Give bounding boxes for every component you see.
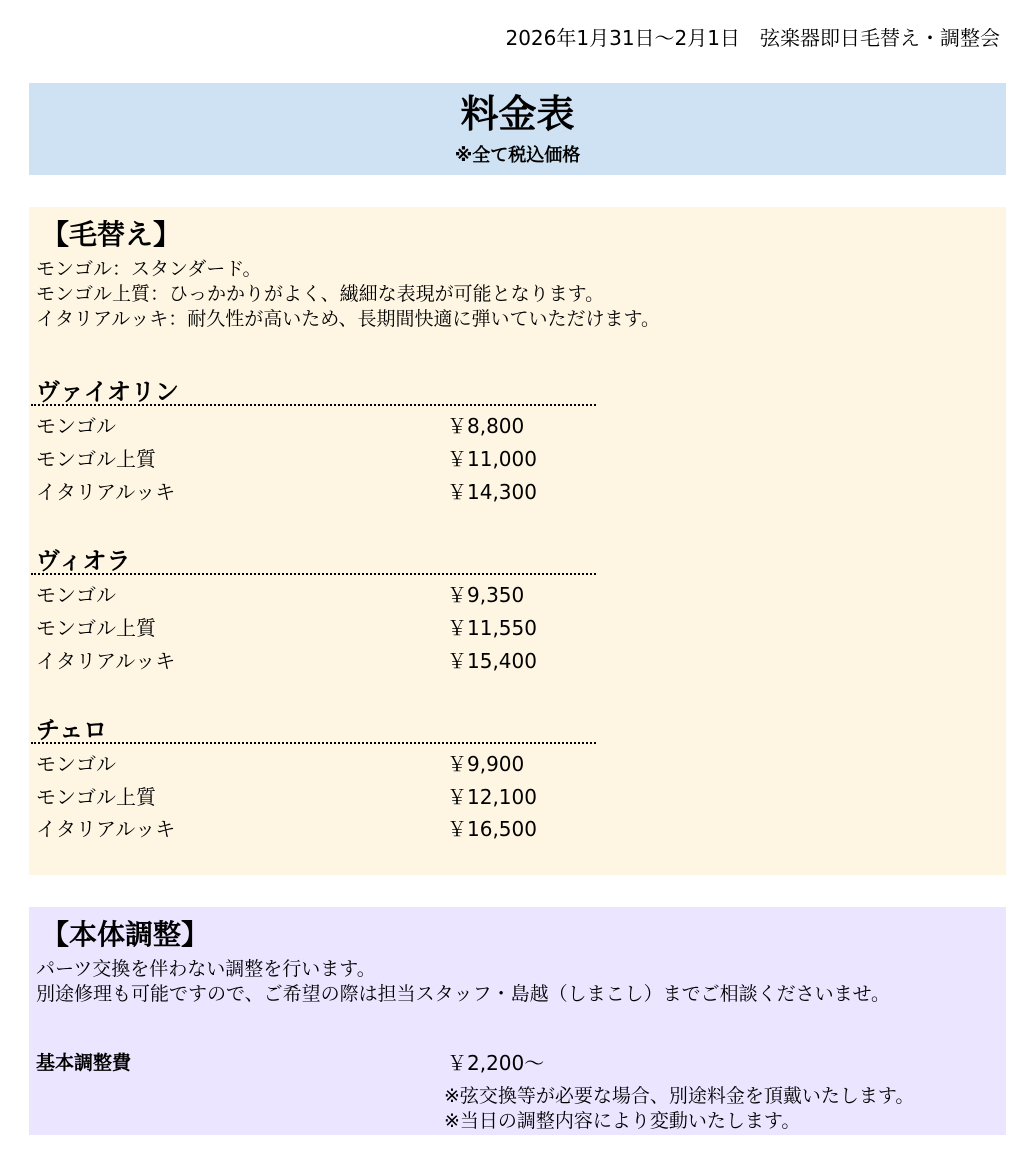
price-row — [36, 781, 636, 809]
hair-type: モンゴル上質 — [36, 785, 156, 809]
price-row — [36, 612, 636, 640]
title-banner — [29, 83, 1006, 175]
hair-type: モンゴル — [36, 583, 116, 607]
page-title: 料金表 — [460, 92, 575, 136]
basic-adjustment-price: ￥2,200～ — [447, 1051, 545, 1075]
price-value: ￥15,400 — [447, 649, 537, 673]
instrument-heading-violin: ヴァイオリン — [36, 378, 180, 406]
description-line: モンゴル：スタンダード。 — [36, 258, 262, 280]
price-value: ￥12,100 — [447, 785, 537, 809]
price-value: ￥16,500 — [447, 817, 537, 841]
adjustment-note: ※当日の調整内容により変動いたします。 — [444, 1110, 801, 1132]
dotted-divider — [31, 573, 596, 575]
hair-type: モンゴル — [36, 414, 116, 438]
adjustment-note: ※弦交換等が必要な場合、別途料金を頂戴いたします。 — [444, 1085, 915, 1107]
price-value: ￥14,300 — [447, 480, 537, 504]
price-row — [36, 748, 636, 776]
adjustment-heading: 【本体調整】 — [41, 918, 210, 951]
adjustment-description — [36, 957, 890, 1007]
description-line: パーツ交換を伴わない調整を行います。 — [36, 958, 376, 980]
hair-type: モンゴル上質 — [36, 447, 156, 471]
instrument-heading-viola: ヴィオラ — [36, 547, 131, 575]
description-line: 別途修理も可能ですので、ご希望の際は担当スタッフ・島越（しまこし）までご相談くださいませ。 — [36, 983, 891, 1005]
price-value: ￥8,800 — [447, 414, 525, 438]
adjustment-section — [29, 907, 1006, 1135]
instrument-heading-cello: チェロ — [36, 716, 108, 744]
price-value: ￥11,550 — [447, 616, 537, 640]
hair-type: イタリアルッキ — [36, 480, 176, 504]
rehair-section — [29, 207, 1006, 875]
rehair-heading: 【毛替え】 — [41, 218, 182, 251]
price-row — [36, 443, 636, 471]
description-line: モンゴル上質：ひっかかりがよく、繊細な表現が可能となります。 — [36, 283, 605, 305]
tax-note: ※全て税込価格 — [454, 145, 581, 166]
hair-type: イタリアルッキ — [36, 649, 176, 673]
hair-type: モンゴル上質 — [36, 616, 156, 640]
price-value: ￥9,900 — [447, 752, 525, 776]
price-row — [36, 476, 636, 504]
price-row — [36, 813, 636, 841]
price-row — [36, 579, 636, 607]
price-row — [36, 645, 636, 673]
price-row — [36, 410, 636, 438]
dotted-divider — [31, 404, 596, 406]
description-line: イタリアルッキ：耐久性が高いため、長期間快適に弾いていただけます。 — [36, 308, 660, 330]
price-value: ￥9,350 — [447, 583, 525, 607]
price-value: ￥11,000 — [447, 447, 537, 471]
rehair-description — [36, 257, 660, 332]
hair-type: イタリアルッキ — [36, 817, 176, 841]
hair-type: モンゴル — [36, 752, 116, 776]
dotted-divider — [31, 742, 596, 744]
basic-adjustment-label: 基本調整費 — [36, 1052, 132, 1074]
event-header: 2026年1月31日～2月1日 弦楽器即日毛替え・調整会 — [505, 26, 1000, 50]
